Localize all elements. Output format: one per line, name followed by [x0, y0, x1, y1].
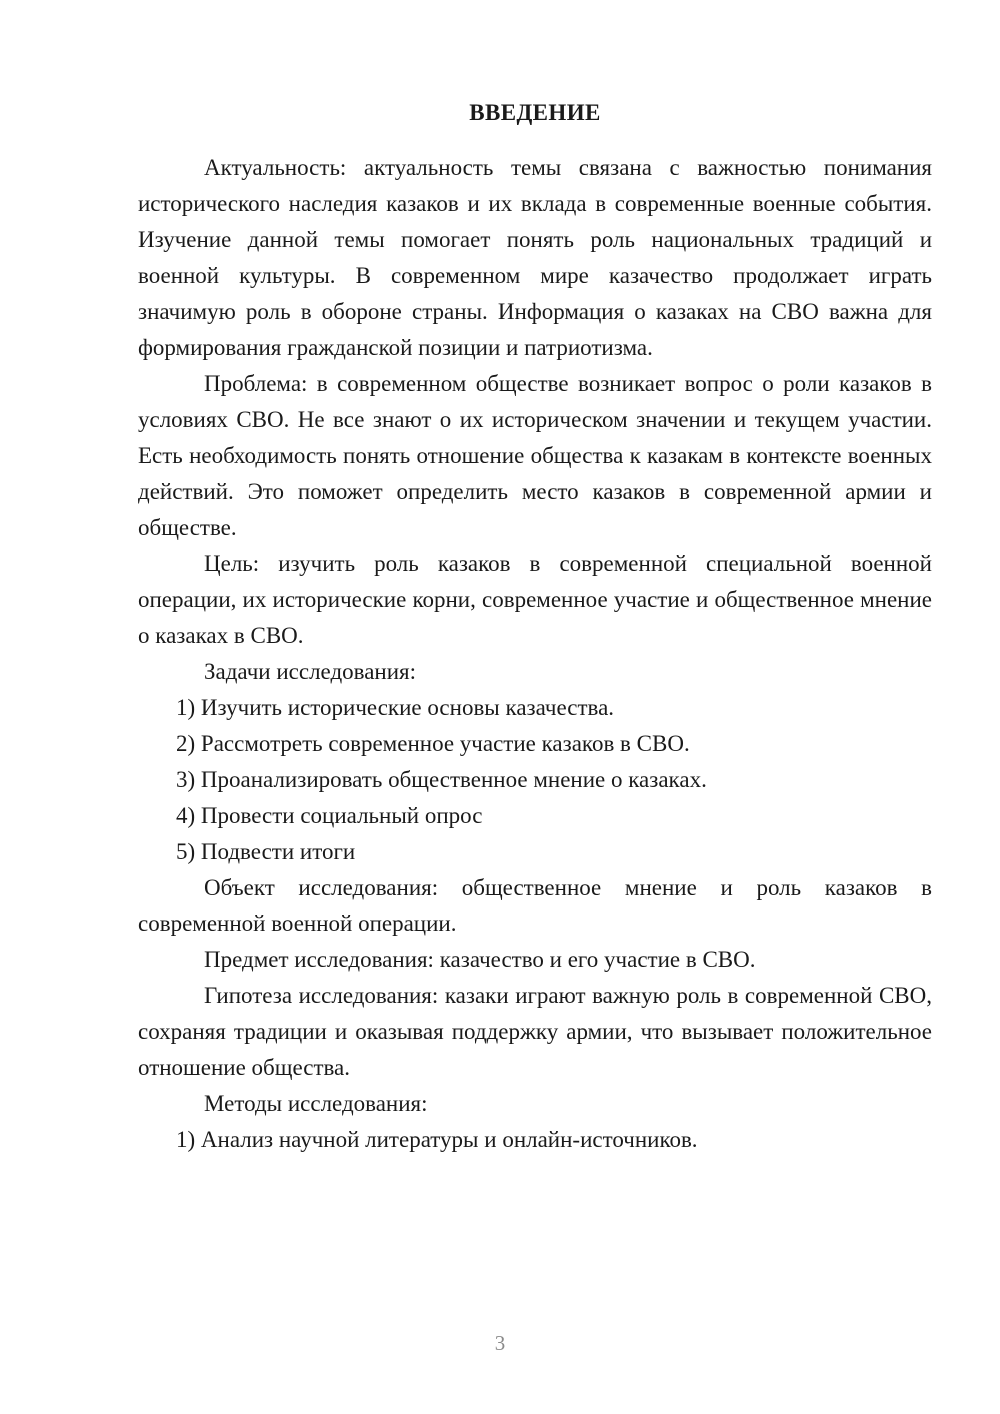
- document-body: [138, 150, 932, 1158]
- paragraph-goal: Цель: изучить роль казаков в современной специальной военной операции, их исторические корни, современное участие и общественное мнение о казаках в СВО.: [138, 551, 932, 648]
- list-item: 4) Провести социальный опрос: [176, 803, 483, 828]
- methods-list: [138, 1122, 932, 1158]
- list-item: 1) Анализ научной литературы и онлайн-источников.: [176, 1127, 698, 1152]
- list-item: 3) Проанализировать общественное мнение о казаках.: [176, 767, 707, 792]
- page-title: ВВЕДЕНИЕ: [469, 100, 601, 125]
- paragraph-relevance: Актуальность: актуальность темы связана с важностью понимания исторического наследия казаков и их вклада в современные военные события. Изучение данной темы помогает понять роль национальных традиций и военной культуры. В современном мире казачество продолжает играть значимую роль в обороне страны. Информация о казаках на СВО важна для формирования гражданской позиции и патриотизма.: [138, 155, 932, 360]
- list-item: 1) Изучить исторические основы казачества.: [176, 695, 615, 720]
- paragraph-problem: Проблема: в современном обществе возникает вопрос о роли казаков в условиях СВО. Не все знают о их историческом значении и текущем участии. Есть необходимость понять отношение общества к казакам в контексте военных действий. Это поможет определить место казаков в современной армии и обществе.: [138, 371, 932, 540]
- list-item: 2) Рассмотреть современное участие казаков в СВО.: [176, 731, 690, 756]
- methods-heading: Методы исследования:: [204, 1091, 428, 1116]
- page-content: [138, 0, 932, 1158]
- page-number: 3: [494, 1331, 506, 1355]
- paragraph-object: Объект исследования: общественное мнение и роль казаков в современной военной операции.: [138, 875, 932, 936]
- tasks-list: [138, 690, 932, 870]
- paragraph-subject: Предмет исследования: казачество и его участие в СВО.: [204, 947, 756, 972]
- tasks-heading: Задачи исследования:: [204, 659, 417, 684]
- list-item: 5) Подвести итоги: [176, 839, 356, 864]
- paragraph-hypothesis: Гипотеза исследования: казаки играют важную роль в современной СВО, сохраняя традиции и оказывая поддержку армии, что вызывает положительное отношение общества.: [138, 983, 932, 1080]
